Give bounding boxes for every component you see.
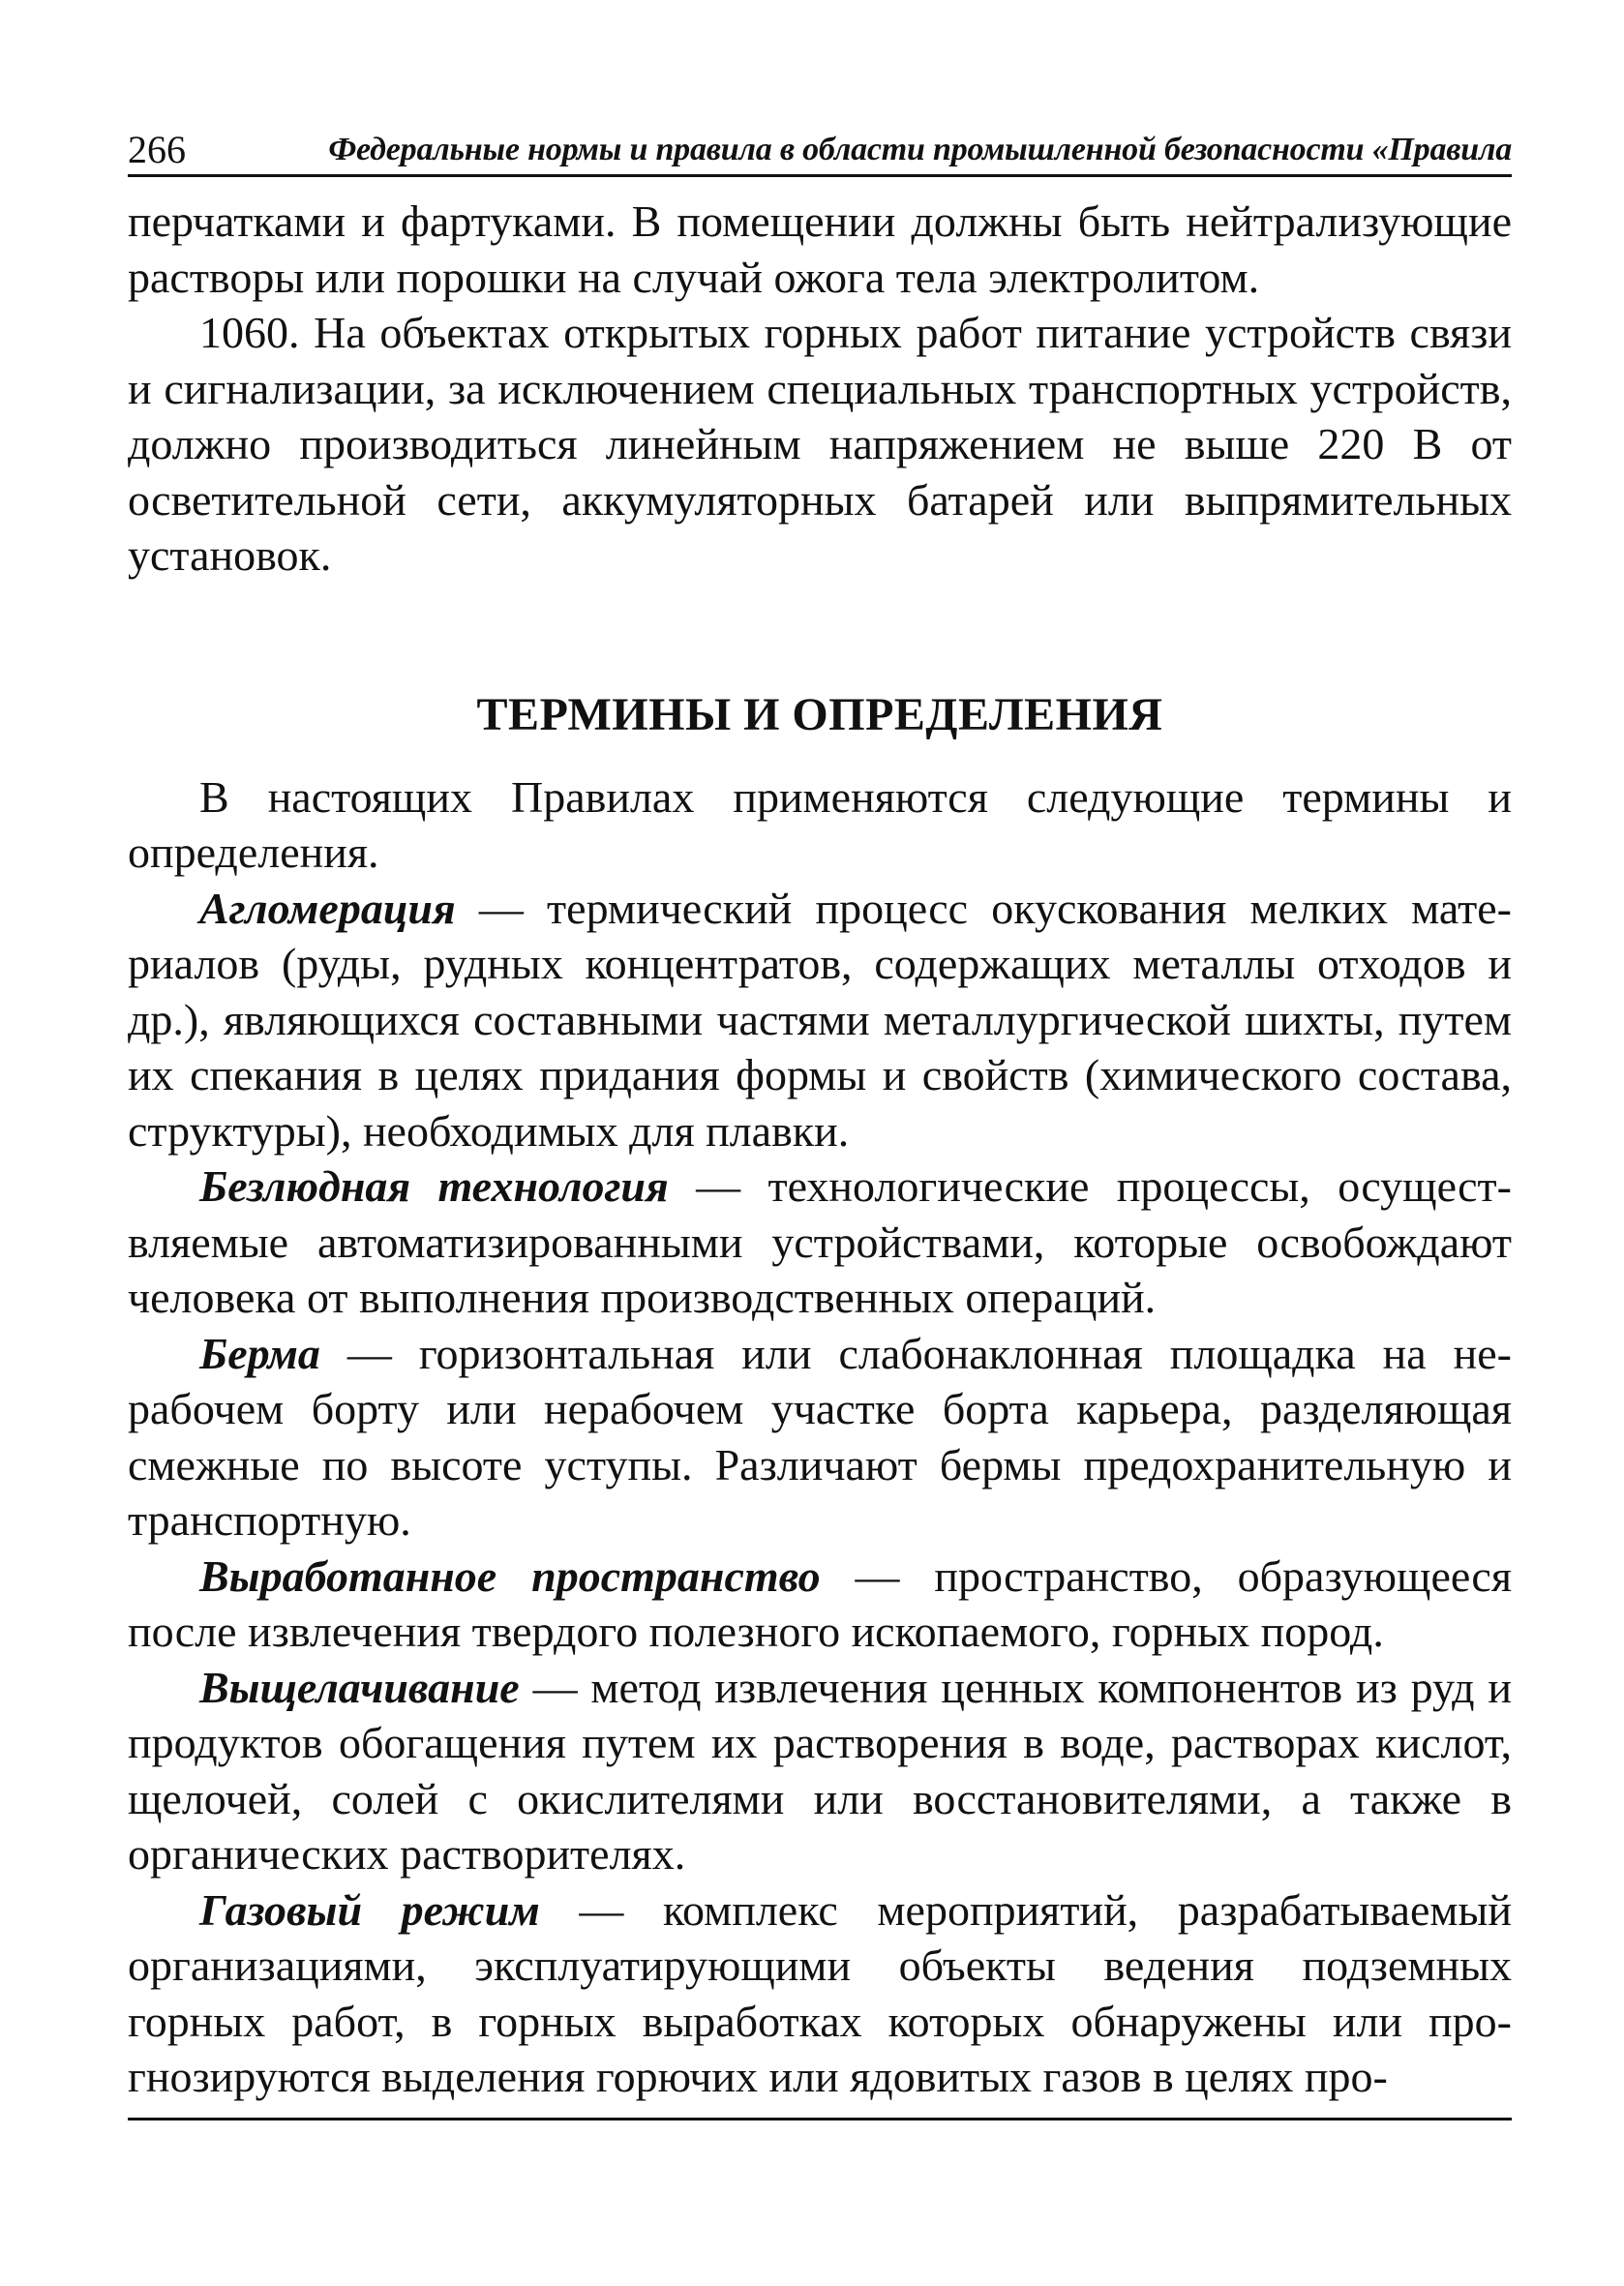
definition-term: Берма xyxy=(199,1328,320,1378)
clause-1060-paragraph: 1060. На объектах открытых горных работ питание устройств связи и сигнализации, за исключением специальных транспортных устройств, должно производиться линейным напряжением не выше 220 В от осветительной сети, аккумуляторных батарей или выпрямительных установок. xyxy=(128,308,1512,580)
definition-text: — горизонтальная или слабонаклонная площадка на нерабочем борту или нерабочем участке борта карьера, разделяющая смежные по высоте уступы. Различают бермы предохранительную и транспортную. xyxy=(128,1328,1512,1545)
definition-term: Выработанное пространство xyxy=(199,1550,821,1601)
definition-paragraph xyxy=(128,1326,1512,1549)
body-text xyxy=(128,194,1512,2105)
page-number: 266 xyxy=(128,128,186,171)
definition-term: Агломерация xyxy=(199,883,456,933)
continuation-paragraph: перчатками и фартуками. В помещении должны быть нейтрализующие растворы или порошки на случай ожога тела электролитом. xyxy=(128,196,1512,302)
definition-text: — комплекс мероприятий, разрабатываемый организациями, эксплуатирующими объекты ведения подземных горных работ, в горных выработках которых обнаружены или прогнозируются выделения горючих или ядовитых газов в целях про- xyxy=(128,1884,1512,2101)
definition-paragraph xyxy=(128,1549,1512,1660)
definition-paragraph xyxy=(128,1882,1512,2105)
definition-text: — метод извлечения ценных компонентов из руд и продуктов обогащения путем их растворения в воде, растворах кислот, щелочей, солей с окислителями или восстановителями, а также в органических растворителях. xyxy=(128,1662,1512,1879)
running-head xyxy=(128,126,1512,177)
definition-term: Безлюдная технология xyxy=(199,1161,669,1211)
definition-text: — технологические процессы, осуществляемые автоматизированными устройствами, которые освобождают человека от выполнения производственных операций. xyxy=(128,1161,1512,1322)
section-heading: ТЕРМИНЫ И ОПРЕДЕЛЕНИЯ xyxy=(476,688,1163,740)
definition-term: Газовый режим xyxy=(199,1884,540,1935)
definition-paragraph xyxy=(128,1660,1512,1882)
running-title: Федеральные нормы и правила в области промышленной безопасности «Правила xyxy=(328,132,1512,167)
definition-text: — пространство, образующееся после извлечения твердого полезного ископаемого, горных пород. xyxy=(128,1550,1512,1656)
definition-paragraph xyxy=(128,1158,1512,1326)
definition-term: Выщелачивание xyxy=(199,1662,520,1712)
definition-paragraph xyxy=(128,881,1512,1159)
definition-text: — термический процесс окускования мелких материалов (руды, рудных концентратов, содержащих металлы отходов и др.), являющихся составными частями металлургической шихты, путем их спекания в целях придания формы и свойств (химического состава, структуры), необходимых для плавки. xyxy=(128,883,1512,1156)
section-intro-paragraph: В настоящих Правилах применяются следующие термины и определения. xyxy=(128,771,1512,877)
bottom-rule xyxy=(128,2118,1512,2121)
